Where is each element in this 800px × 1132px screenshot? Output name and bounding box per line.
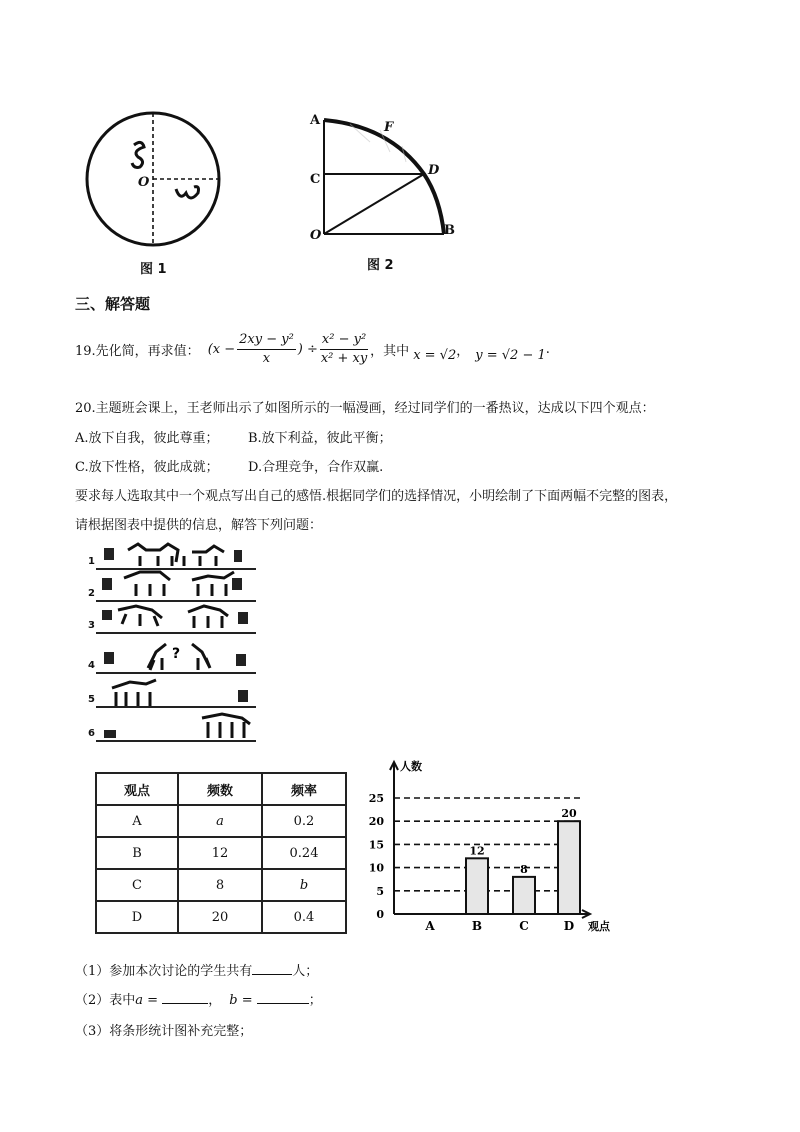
q1-text: （1）参加本次讨论的学生共有 <box>75 964 253 979</box>
y-tick-label: 15 <box>368 838 384 852</box>
table-cell: A <box>96 805 178 837</box>
table-cell: 0.4 <box>262 901 346 933</box>
fig2-point-O: O <box>310 228 322 243</box>
fig2-point-D: D <box>428 163 440 178</box>
table-cell: 0.24 <box>262 837 346 869</box>
fig1-center-label: O <box>138 175 150 190</box>
table-row <box>96 901 346 933</box>
q2-var-a: a <box>135 993 144 1008</box>
fig2-point-A: A <box>310 113 321 128</box>
comic-shelf-3 <box>96 632 256 634</box>
q19-end: . <box>545 342 550 357</box>
table-cell: 12 <box>178 837 262 869</box>
bar <box>466 858 488 914</box>
frequency-table <box>95 772 347 934</box>
q19-frac2-denominator: x² + xy <box>320 351 368 366</box>
comic-panel-number-2: 2 <box>88 588 95 599</box>
q1-unit: 人； <box>292 964 319 979</box>
q19-fraction-1 <box>237 332 296 367</box>
table-cell: 20 <box>178 901 262 933</box>
table-header-cell: 观点 <box>96 773 178 805</box>
q19-cond-x: x = √2 <box>413 348 457 363</box>
comic-drawing <box>88 540 263 745</box>
table-cell: C <box>96 869 178 901</box>
comic-panel-number-3: 3 <box>88 620 95 631</box>
table-cell: b <box>262 869 346 901</box>
table-row <box>96 869 346 901</box>
q20-option-B: B.放下利益，彼此平衡； <box>248 431 392 446</box>
figure-1-circle <box>80 105 230 265</box>
x-tick-label: D <box>563 919 575 933</box>
section-title: 三、解答题 <box>75 295 151 313</box>
comic-shelf-5 <box>96 706 256 708</box>
table-cell: 8 <box>178 869 262 901</box>
bar-value-label: 8 <box>520 862 528 876</box>
q19-cond-y: y = √2 − 1 <box>475 348 546 363</box>
comic-panel-number-1: 1 <box>88 556 95 567</box>
q19-mid: ) ÷ <box>297 342 318 357</box>
comic-question-mark: ? <box>172 646 181 662</box>
q1-answer-blank[interactable] <box>252 960 292 975</box>
y-tick-label: 10 <box>368 861 384 875</box>
q20-paragraph-1: 要求每人选取其中一个观点写出自己的感悟.根据同学们的选择情况，小明绘制了下面两幅不完整的图表， <box>75 489 678 504</box>
q2-var-b: b <box>229 993 238 1008</box>
q20-option-D: D.合理竞争，合作双赢. <box>248 460 384 475</box>
question-19 <box>75 332 550 367</box>
table-header-cell: 频率 <box>262 773 346 805</box>
x-tick-label: A <box>425 919 435 933</box>
table-header-cell: 频数 <box>178 773 262 805</box>
fig2-point-C: C <box>310 172 321 187</box>
sub-question-3: （3）将条形统计图补充完整； <box>75 1024 253 1039</box>
q19-comma: ，其中 <box>370 344 410 359</box>
q19-frac2-numerator: x² − y² <box>320 332 368 350</box>
y-tick-label: 25 <box>368 792 384 805</box>
table-cell: D <box>96 901 178 933</box>
comic-shelf-4 <box>96 672 256 674</box>
comic-panel-number-4: 4 <box>88 660 95 671</box>
comic-strip <box>88 540 263 745</box>
comic-shelf-1 <box>96 568 256 570</box>
comic-shelf-2 <box>96 600 256 602</box>
table-header-row <box>96 773 346 805</box>
q2-answer-a-blank[interactable] <box>162 989 208 1004</box>
sub-question-2 <box>75 989 322 1008</box>
y-tick-label: 5 <box>376 884 384 898</box>
q19-sep: ， <box>456 344 470 359</box>
q20-option-A: A.放下自我，彼此尊重； <box>75 431 219 446</box>
table-cell: 0.2 <box>262 805 346 837</box>
q2-eq-b: = <box>237 993 257 1008</box>
q20-paragraph-2: 请根据图表中提供的信息，解答下列问题： <box>75 518 323 533</box>
table-cell: B <box>96 837 178 869</box>
q19-open: (x − <box>207 342 236 357</box>
bar-value-label: 12 <box>469 844 485 858</box>
y-tick-label: 20 <box>368 815 384 829</box>
q19-prefix: 19.先化简，再求值： <box>75 344 200 359</box>
bar-chart <box>362 758 622 938</box>
bar <box>558 821 580 914</box>
x-tick-label: B <box>471 919 483 933</box>
q20-option-C: C.放下性格，彼此成就； <box>75 460 219 475</box>
x-tick-label: C <box>519 919 529 933</box>
q20-intro: 20.主题班会课上，王老师出示了如图所示的一幅漫画，经过同学们的一番热议，达成以下四个观点： <box>75 401 655 416</box>
q2-text: （2）表中 <box>75 993 136 1008</box>
q2-eq-a: = <box>143 993 163 1008</box>
fig2-caption: 图 2 <box>367 258 394 273</box>
comic-shelf-6 <box>96 740 256 742</box>
table-row <box>96 805 346 837</box>
fig2-point-F: F <box>384 120 394 135</box>
y-tick-label: 0 <box>376 908 384 921</box>
table-cell: a <box>178 805 262 837</box>
fig2-point-B: B <box>444 223 455 238</box>
fig1-caption: 图 1 <box>140 262 167 277</box>
q19-frac1-denominator: x <box>262 351 271 366</box>
y-axis-label: 人数 <box>400 760 422 773</box>
x-axis-label: 观点 <box>588 920 610 933</box>
q2-answer-b-blank[interactable] <box>257 989 309 1004</box>
sub-question-1 <box>75 960 318 979</box>
comic-panel-number-5: 5 <box>88 694 95 705</box>
bar <box>513 877 535 914</box>
comic-panel-number-6: 6 <box>88 728 95 739</box>
q2-comma: ， <box>208 993 222 1008</box>
bar-value-label: 20 <box>561 807 577 821</box>
q19-fraction-2 <box>320 332 368 367</box>
q19-frac1-numerator: 2xy − y² <box>237 332 296 350</box>
q2-end: ； <box>308 993 322 1008</box>
table-row <box>96 837 346 869</box>
